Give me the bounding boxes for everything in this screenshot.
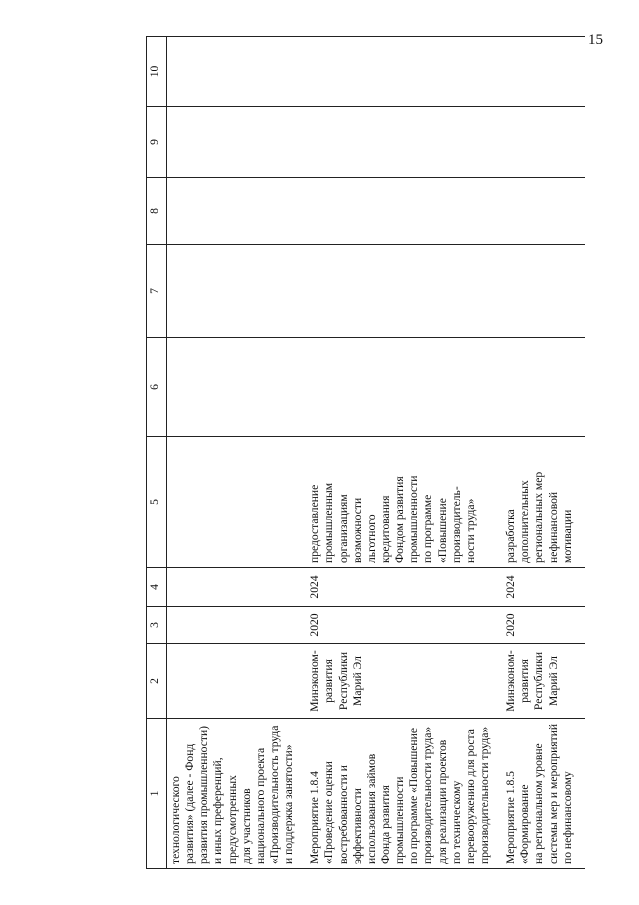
empty-cell xyxy=(306,37,502,107)
empty-cell xyxy=(306,107,502,178)
cell-text-line: востребованности и xyxy=(336,765,350,864)
empty-cell xyxy=(167,107,307,178)
empty-cell xyxy=(502,245,585,338)
cell-text-line: возможности xyxy=(350,497,364,563)
cell-text-line: промышленности xyxy=(393,776,407,864)
column-header: 4 xyxy=(147,568,167,607)
start-year-cell: 2020 xyxy=(502,607,585,644)
expected-result-cell xyxy=(306,437,502,568)
cell-text-line: «Формирование xyxy=(518,784,532,864)
cell-text-line: промышленным xyxy=(322,482,336,563)
cell-text-line: Республики xyxy=(532,651,546,711)
empty-cell xyxy=(167,245,307,338)
column-header: 10 xyxy=(147,37,167,107)
empty-cell xyxy=(306,245,502,338)
empty-cell xyxy=(306,338,502,437)
measure-name-cell xyxy=(167,719,307,869)
column-number-row xyxy=(147,37,167,869)
cell-text-line: производительности труда» xyxy=(421,726,435,864)
cell-text-line: Мероприятие 1.8.5 xyxy=(504,771,518,864)
cell-text-line: Марий Эл xyxy=(350,656,364,706)
cell-text-line: и поддержка занятости» xyxy=(282,744,296,864)
cell-text-line: Мероприятие 1.8.4 xyxy=(308,771,322,864)
cell-text-line: нефинансовой xyxy=(546,491,560,563)
empty-cell xyxy=(306,178,502,245)
cell-text-line: «Повышение xyxy=(435,498,449,563)
cell-text-line: Минэконом- xyxy=(504,650,518,712)
expected-result-cell xyxy=(167,437,307,568)
cell-text-line: «Производительность труда xyxy=(267,725,281,864)
cell-text-line: перевооружению для роста xyxy=(463,729,477,864)
start-year-cell xyxy=(167,607,307,644)
cell-text-line: по нефинансовому xyxy=(560,771,574,864)
column-header: 2 xyxy=(147,644,167,719)
cell-text-line: для участников xyxy=(239,788,253,864)
cell-text-line: кредитования xyxy=(378,495,392,563)
table-row xyxy=(306,37,502,869)
empty-cell xyxy=(502,107,585,178)
table-row xyxy=(502,37,585,869)
end-year-cell: 2024 xyxy=(502,568,585,607)
cell-text-line: национального проекта xyxy=(253,747,267,864)
cell-text-line: производительности труда» xyxy=(477,726,491,864)
rotated-table-container xyxy=(146,37,639,869)
cell-text-line: эффективности xyxy=(350,788,364,864)
cell-text-line: промышленности xyxy=(407,475,421,563)
empty-cell xyxy=(502,338,585,437)
cell-text-line: разработка xyxy=(504,509,518,563)
cell-text-line: Марий Эл xyxy=(546,656,560,706)
cell-text-line: Фонда развития xyxy=(378,785,392,864)
measures-table xyxy=(146,36,585,869)
cell-text-line: «Проведение оценки xyxy=(322,761,336,864)
measure-name-cell xyxy=(502,719,585,869)
cell-text-line: дополнительных xyxy=(518,480,532,563)
empty-cell xyxy=(502,37,585,107)
cell-text-line: льготного xyxy=(364,514,378,563)
cell-text-line: по программе «Повышение xyxy=(407,728,421,864)
cell-text-line: системы мер и мероприятий xyxy=(546,723,560,864)
column-header: 7 xyxy=(147,245,167,338)
column-header: 6 xyxy=(147,338,167,437)
cell-text-line: на региональном уровне xyxy=(532,743,546,864)
cell-text-line: использования займов xyxy=(364,753,378,864)
cell-text-line: развития xyxy=(322,659,336,703)
cell-text-line: Фондом развития xyxy=(393,476,407,563)
cell-text-line: ности труда» xyxy=(463,498,477,563)
cell-text-line: мотивации xyxy=(560,509,574,563)
end-year-cell xyxy=(167,568,307,607)
cell-text-line: развития» (далее - Фонд xyxy=(183,743,197,864)
cell-text-line: для реализации проектов xyxy=(435,739,449,864)
responsible-executor-cell xyxy=(502,644,585,719)
measure-name-cell xyxy=(306,719,502,869)
cell-text-line: Минэконом- xyxy=(308,650,322,712)
cell-text-line: развития xyxy=(518,659,532,703)
expected-result-cell xyxy=(502,437,585,568)
cell-text-line: региональных мер xyxy=(532,471,546,563)
cell-text-line: по программе xyxy=(421,494,435,563)
cell-text-line: развития промышленности) xyxy=(197,725,211,864)
cell-text-line: Республики xyxy=(336,651,350,711)
column-header: 1 xyxy=(147,719,167,869)
empty-cell xyxy=(167,178,307,245)
column-header: 9 xyxy=(147,107,167,178)
responsible-executor-cell xyxy=(306,644,502,719)
column-header: 3 xyxy=(147,607,167,644)
end-year-cell: 2024 xyxy=(306,568,502,607)
cell-text-line: по техническому xyxy=(449,780,463,864)
start-year-cell: 2020 xyxy=(306,607,502,644)
cell-text-line: организациям xyxy=(336,494,350,563)
table-body xyxy=(167,37,585,869)
table-row xyxy=(167,37,307,869)
empty-cell xyxy=(167,37,307,107)
column-header: 8 xyxy=(147,178,167,245)
cell-text-line: предусмотренных xyxy=(225,775,239,864)
cell-text-line: технологического xyxy=(169,776,182,864)
cell-text-line: предоставление xyxy=(308,484,322,563)
empty-cell xyxy=(502,178,585,245)
cell-text-line: и иных преференций, xyxy=(211,757,225,864)
responsible-executor-cell xyxy=(167,644,307,719)
column-header: 5 xyxy=(147,437,167,568)
empty-cell xyxy=(167,338,307,437)
cell-text-line: производитель- xyxy=(449,486,463,563)
page-number: 15 xyxy=(588,32,603,48)
